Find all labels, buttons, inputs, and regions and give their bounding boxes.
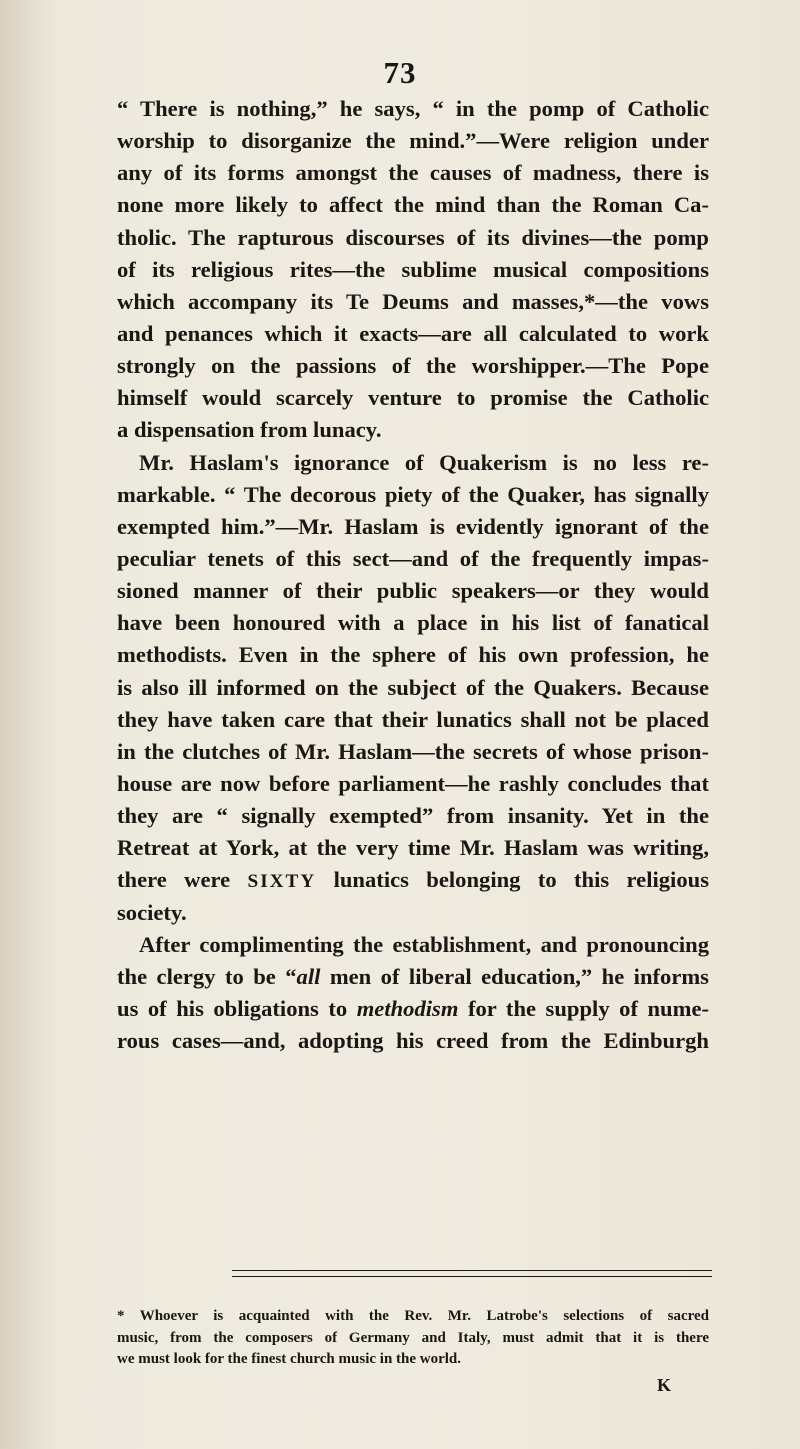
text-line [117,864,709,896]
text-line: peculiar tenets of this sect—and of the frequently impas- [117,545,709,571]
text-line: a dispensation from lunacy. [117,417,382,443]
text-fragment: the clergy to be “ [117,963,297,989]
text-line: in the clutches of Mr. Haslam—the secrets of whose prison- [117,738,709,764]
text-line: is also ill informed on the subject of the Quakers. Because [117,674,709,700]
text-fragment: there were [117,867,231,893]
text-fragment: us of his obligations to [117,995,348,1021]
text-line [117,993,709,1025]
text-line: methodists. Even in the sphere of his own profession, he [117,642,709,668]
text-line: they have taken care that their lunatics shall not be placed [117,706,709,732]
text-line: and penances which it exacts—are all calculated to work [117,320,709,346]
text-line: Mr. Haslam's ignorance of Quakerism is no less re- [139,449,709,475]
text-line: any of its forms amongst the causes of madness, there is [117,160,709,186]
emphasis-italic: all [296,963,321,989]
text-line: have been honoured with a place in his list of fanatical [117,610,709,636]
text-line: tholic. The rapturous discourses of its divines—the pomp [117,224,709,250]
text-line: “ There is nothing,” he says, “ in the pomp of Catholic [117,96,709,121]
emphasis-smallcaps: SIXTY [247,871,317,893]
text-fragment: for the supply of nume- [467,995,709,1021]
text-line [117,961,709,993]
main-text [117,93,709,1057]
footnote-line: * Whoever is acquainted with the Rev. Mr. Latrobe's selections of sacred [117,1308,709,1324]
footnote-line: music, from the composers of Germany and Italy, must admit that it is there [117,1329,709,1346]
text-line: which accompany its Te Deums and masses,*—the vows [117,288,709,314]
text-line: himself would scarcely venture to promise the Catholic [117,385,709,411]
text-line: none more likely to affect the mind than the Roman Ca- [117,192,709,218]
text-line: exempted him.”—Mr. Haslam is evidently ignorant of the [117,513,709,539]
footnote-divider [232,1276,712,1277]
footnote-line: we must look for the finest church music in the world. [117,1351,462,1367]
text-line: rous cases—and, adopting his creed from the Edinburgh [117,1028,709,1054]
text-line: house are now before parliament—he rashly concludes that [117,770,709,796]
emphasis-italic: methodism [356,995,459,1021]
signature-mark: K [657,1375,672,1395]
text-fragment: men of liberal education,” he informs [329,963,709,989]
text-line: After complimenting the establishment, and pronouncing [139,931,709,957]
text-line: of its religious rites—the sublime musical compositions [117,256,709,282]
text-line: strongly on the passions of the worshipper.—The Pope [117,353,709,379]
text-fragment: lunatics belonging to this religious [333,867,709,893]
text-line: worship to disorganize the mind.”—Were religion under [117,128,709,154]
text-line: they are “ signally exempted” from insanity. Yet in the [117,803,709,829]
text-line: markable. “ The decorous piety of the Quaker, has signally [117,481,709,507]
text-line: Retreat at York, at the very time Mr. Haslam was writing, [117,835,709,861]
footnote [117,1306,709,1371]
page-number: 73 [383,55,417,90]
text-line: society. [117,899,187,925]
footnote-divider [232,1270,712,1271]
text-line: sioned manner of their public speakers—or they would [117,578,709,604]
